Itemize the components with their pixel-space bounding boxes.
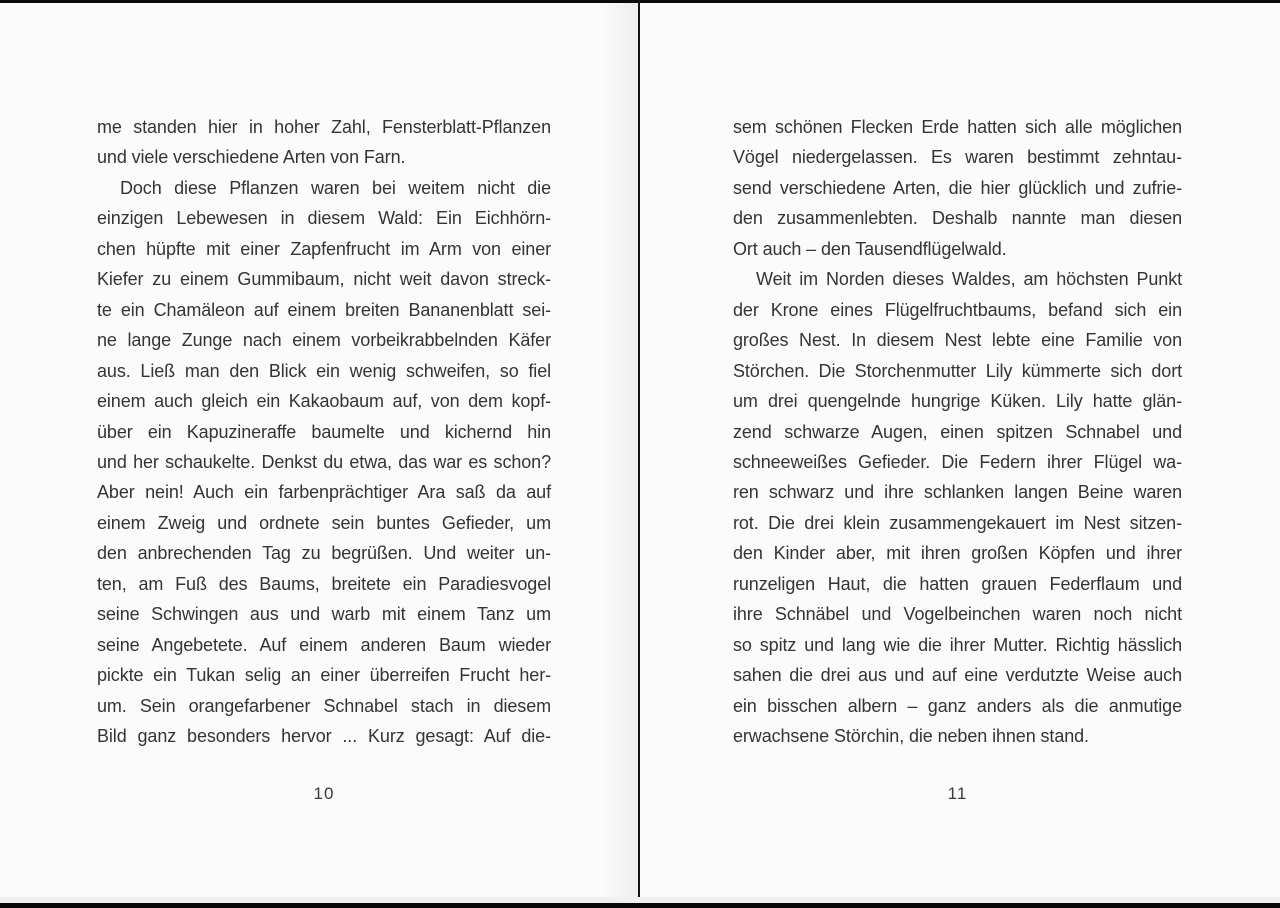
page-gutter-line	[638, 0, 640, 908]
text-line: über ein Kapuzineraffe baumelte und kichernd hin	[97, 421, 551, 442]
text-line: großes Nest. In diesem Nest lebte eine Familie von	[733, 330, 1182, 351]
text-line: ein bisschen albern – ganz anders als die anmutige	[733, 695, 1182, 716]
text-line: Ort auch – den Tausendflügelwald.	[733, 238, 1007, 259]
text-line: zend schwarze Augen, einen spitzen Schnabel und	[733, 421, 1182, 442]
left-page	[97, 112, 551, 852]
text-line: ten, am Fuß des Baums, breitete ein Paradiesvogel	[97, 573, 551, 594]
text-line: einzigen Lebewesen in diesem Wald: Ein Eichhörn-	[97, 208, 551, 229]
text-line: te ein Chamäleon auf einem breiten Bananenblatt sei-	[97, 299, 551, 320]
text-line: runzeligen Haut, die hatten grauen Federflaum und	[733, 573, 1182, 594]
text-line: seine Schwingen aus und warb mit einem Tanz um	[97, 604, 551, 625]
text-line: um. Sein orangefarbener Schnabel stach in diesem	[97, 695, 551, 716]
text-line: ren schwarz und ihre schlanken langen Beine waren	[733, 482, 1182, 503]
text-line: pickte ein Tukan selig an einer überreifen Frucht her-	[97, 665, 551, 686]
text-line: rot. Die drei klein zusammengekauert im Nest sitzen-	[733, 512, 1182, 533]
text-line: Doch diese Pflanzen waren bei weitem nicht die	[120, 177, 551, 198]
text-line: schneeweißes Gefieder. Die Federn ihrer Flügel wa-	[733, 451, 1182, 472]
text-line: der Krone eines Flügelfruchtbaums, befand sich ein	[733, 299, 1182, 320]
text-line: Vögel niedergelassen. Es waren bestimmt zehntau-	[733, 147, 1182, 168]
text-line: erwachsene Störchin, die neben ihnen stand.	[733, 726, 1089, 747]
text-line: sem schönen Flecken Erde hatten sich alle möglichen	[733, 117, 1182, 137]
text-line: den zusammenlebten. Deshalb nannte man diesen	[733, 208, 1182, 229]
top-edge-bar	[0, 0, 1280, 3]
text-line: seine Angebetete. Auf einem anderen Baum wieder	[97, 634, 551, 655]
text-line: Bild ganz besonders hervor ... Kurz gesagt: Auf die-	[97, 726, 551, 747]
text-line: Kiefer zu einem Gummibaum, nicht weit davon streck-	[97, 269, 551, 290]
text-line: send verschiedene Arten, die hier glücklich und zufrie-	[733, 177, 1182, 198]
text-line: sahen die drei aus und auf eine verdutzte Weise auch	[733, 665, 1182, 686]
text-line: und viele verschiedene Arten von Farn.	[97, 147, 406, 168]
right-page-number: 11	[947, 784, 968, 803]
text-line: chen hüpfte mit einer Zapfenfrucht im Arm von einer	[97, 238, 551, 259]
text-line: ihre Schnäbel und Vogelbeinchen waren noch nicht	[733, 604, 1182, 625]
text-line: Weit im Norden dieses Waldes, am höchsten Punkt	[756, 269, 1182, 290]
text-line: me standen hier in hoher Zahl, Fensterblatt-Pflanzen	[97, 117, 551, 137]
gutter-shading	[600, 0, 638, 908]
text-line: um drei quengelnde hungrige Küken. Lily hatte glän-	[733, 391, 1182, 412]
text-line: aus. Ließ man den Blick ein wenig schweifen, so fiel	[97, 360, 551, 381]
text-line: Störchen. Die Storchenmutter Lily kümmerte sich dort	[733, 360, 1182, 381]
text-line: Aber nein! Auch ein farbenprächtiger Ara saß da auf	[97, 482, 551, 503]
right-page	[733, 112, 1182, 852]
bottom-edge-bar	[0, 903, 1280, 908]
text-line: so spitz und lang wie die ihrer Mutter. Richtig hässlich	[733, 634, 1182, 655]
left-page-text	[97, 112, 551, 752]
right-page-text	[733, 112, 1182, 752]
text-line: und her schaukelte. Denkst du etwa, das war es schon?	[97, 451, 551, 472]
left-page-number: 10	[313, 784, 335, 803]
text-line: den anbrechenden Tag zu begrüßen. Und weiter un-	[97, 543, 551, 564]
text-line: einem auch gleich ein Kakaobaum auf, von dem kopf-	[97, 391, 551, 412]
text-line: einem Zweig und ordnete sein buntes Gefieder, um	[97, 512, 551, 533]
text-line: den Kinder aber, mit ihren großen Köpfen und ihrer	[733, 543, 1182, 564]
text-line: ne lange Zunge nach einem vorbeikrabbelnden Käfer	[97, 330, 551, 351]
